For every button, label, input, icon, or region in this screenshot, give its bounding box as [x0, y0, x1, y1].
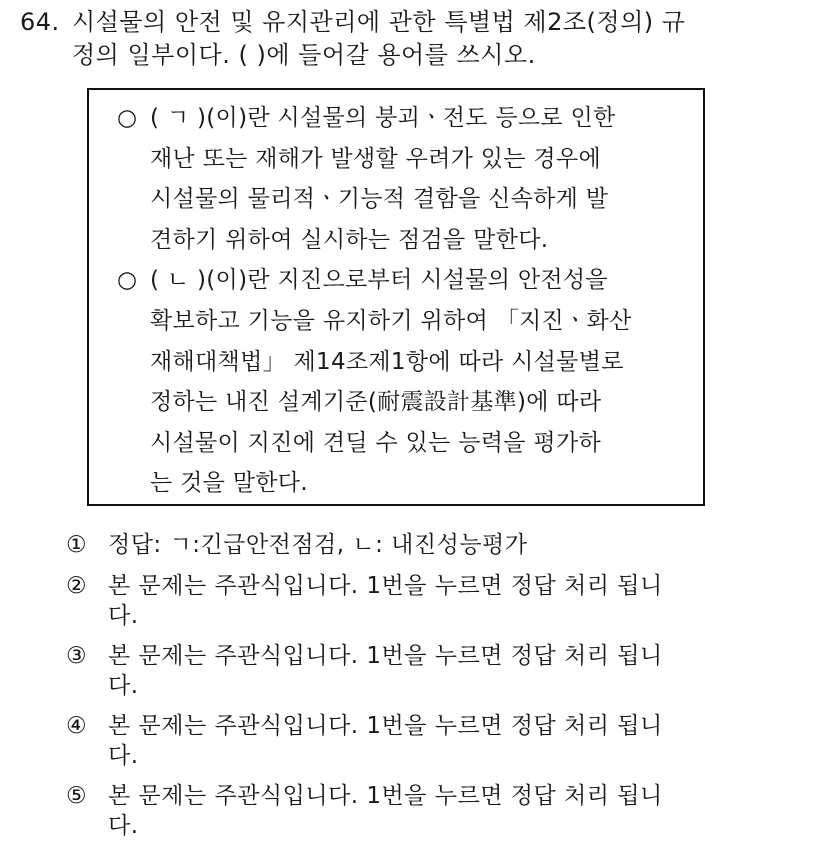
- choice-text: 정답: ㄱ:긴급안전점검, ㄴ: 내진성능평가: [108, 532, 528, 558]
- choice-number: ②: [66, 573, 88, 599]
- choice-text-cont: 다.: [108, 603, 139, 629]
- definition-a-line-1: ( ㄱ )(이)란 시설물의 붕괴ㆍ전도 등으로 인한: [150, 105, 616, 131]
- choice-3[interactable]: [66, 641, 756, 701]
- choice-text-cont: 다.: [108, 813, 139, 839]
- answer-choices: [66, 530, 756, 851]
- question-number: 64.: [20, 8, 60, 36]
- question-text-line-1: 시설물의 안전 및 유지관리에 관한 특별법 제2조(정의) 규: [72, 8, 686, 36]
- definition-b-line-6: 는 것을 말한다.: [150, 470, 308, 497]
- definition-item-a: [117, 98, 692, 260]
- definition-box: [87, 88, 705, 506]
- choice-text: 본 문제는 주관식입니다. 1번을 누르면 정답 처리 됩니: [108, 643, 663, 669]
- question-stem: [20, 6, 810, 72]
- definition-a-line-4: 견하기 위하여 실시하는 점검을 말한다.: [150, 226, 549, 253]
- definition-b-line-5: 시설물이 지진에 견딜 수 있는 능력을 평가하: [150, 429, 601, 456]
- choice-number: ①: [66, 532, 88, 558]
- choice-text: 본 문제는 주관식입니다. 1번을 누르면 정답 처리 됩니: [108, 573, 663, 599]
- definition-b-line-3: 재해대책법」 제14조제1항에 따라 시설물별로: [150, 348, 624, 375]
- choice-text: 본 문제는 주관식입니다. 1번을 누르면 정답 처리 됩니: [108, 783, 663, 809]
- choice-5[interactable]: [66, 781, 756, 841]
- circle-bullet-icon: ○: [117, 267, 138, 294]
- definition-b-line-4: 정하는 내진 설계기준(耐震設計基準)에 따라: [150, 389, 602, 416]
- question-text-line-2: 정의 일부이다. ( )에 들어갈 용어를 쓰시오.: [72, 41, 536, 69]
- choice-1[interactable]: [66, 530, 756, 560]
- definition-a-line-3: 시설물의 물리적ㆍ기능적 결함을 신속하게 발: [150, 186, 609, 213]
- circle-bullet-icon: ○: [117, 105, 138, 131]
- choice-number: ⑤: [66, 783, 88, 809]
- choice-number: ③: [66, 643, 88, 669]
- definition-item-b: [117, 260, 692, 504]
- choice-4[interactable]: [66, 711, 756, 771]
- choice-number: ④: [66, 713, 88, 739]
- definition-b-line-1: ( ㄴ )(이)란 지진으로부터 시설물의 안전성을: [150, 267, 608, 294]
- choice-text-cont: 다.: [108, 673, 139, 699]
- choice-text-cont: 다.: [108, 743, 139, 769]
- choice-2[interactable]: [66, 571, 756, 631]
- definition-b-line-2: 확보하고 기능을 유지하기 위하여 「지진ㆍ화산: [150, 307, 632, 334]
- definition-a-line-2: 재난 또는 재해가 발생할 우려가 있는 경우에: [150, 145, 601, 172]
- choice-text: 본 문제는 주관식입니다. 1번을 누르면 정답 처리 됩니: [108, 713, 663, 739]
